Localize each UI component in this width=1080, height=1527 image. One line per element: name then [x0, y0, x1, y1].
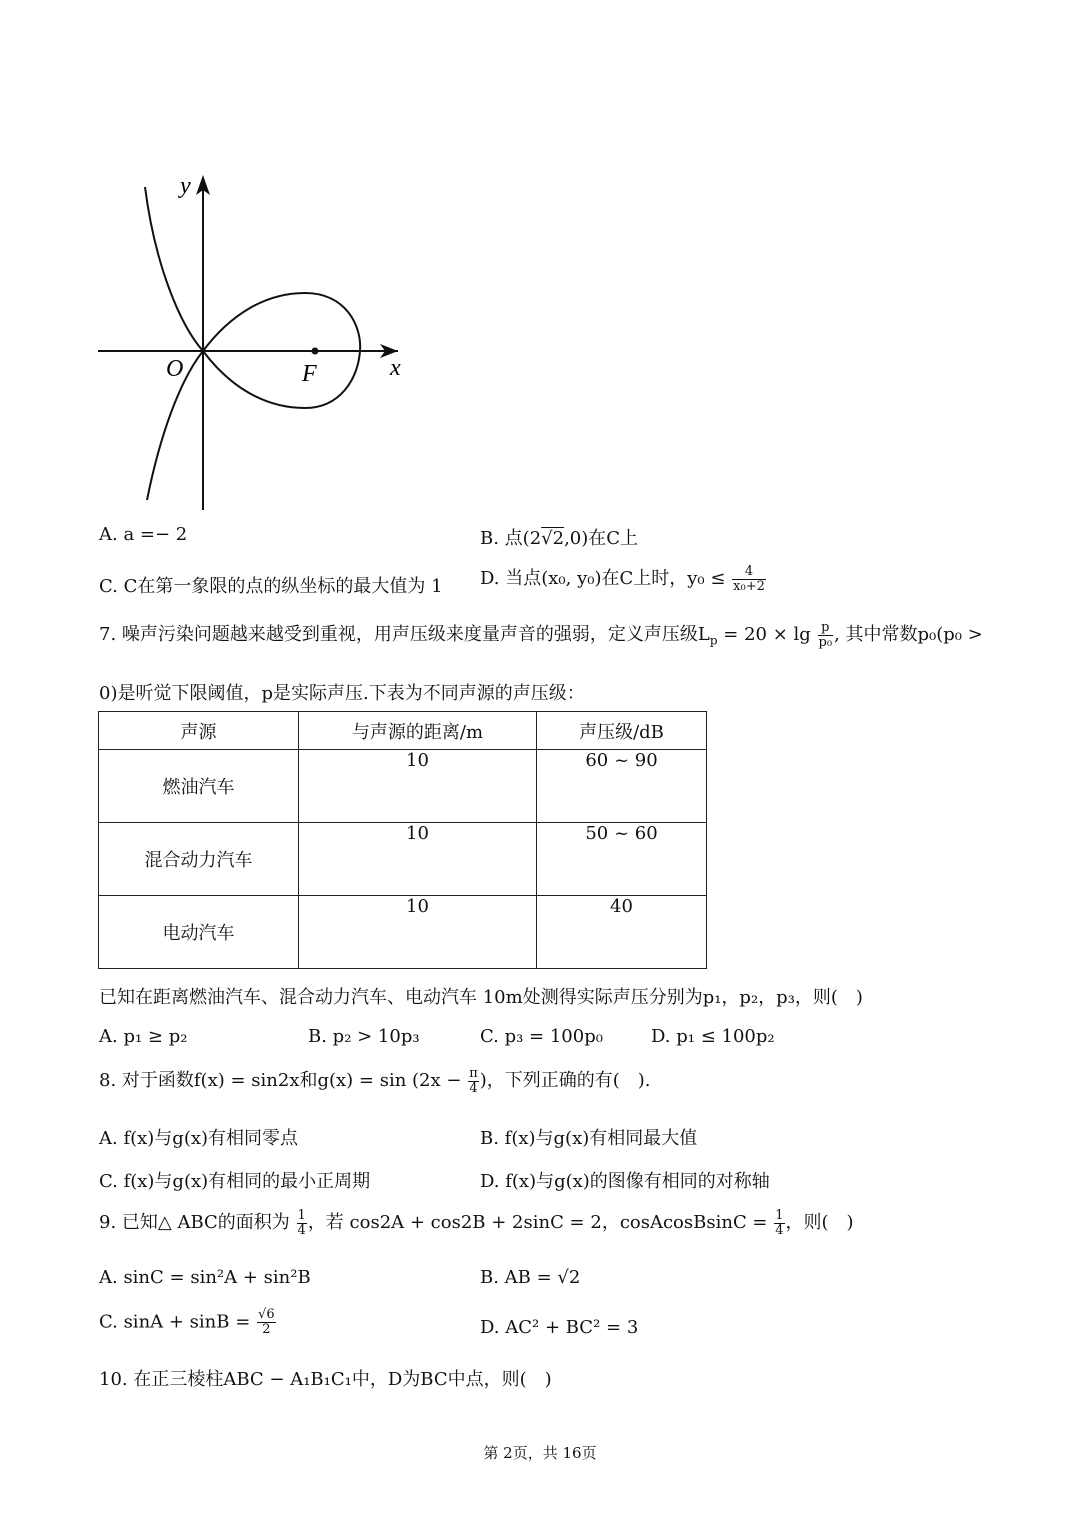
q8-frac-num: π: [469, 1065, 478, 1081]
q6-option-b-pre: B. 点(2: [480, 528, 542, 549]
sound-level-table: [98, 711, 707, 969]
table-header: 声压级/dB: [537, 712, 707, 750]
y-axis-label: y: [180, 173, 191, 199]
q7-stem-line1-sub: p: [709, 633, 718, 648]
q9-frac2: [774, 1209, 784, 1238]
q7-option-c: C. p₃ = 100p₀: [480, 1026, 603, 1047]
q6-option-c: C. C在第一象限的点的纵坐标的最大值为 1: [99, 576, 443, 597]
q9-frac2-num: 1: [775, 1207, 784, 1223]
q6-option-d-frac-num: 4: [732, 565, 766, 580]
table-row: [99, 823, 707, 896]
page-footer: 第 2页，共 16页: [483, 1444, 597, 1462]
q8-option-c: C. f(x)与g(x)有相同的最小正周期: [99, 1171, 371, 1192]
table-cell: 10: [299, 896, 537, 969]
table-cell: 60 ~ 90: [537, 750, 707, 823]
table-header-row: [99, 712, 707, 750]
table-cell: 40: [537, 896, 707, 969]
q6-option-d-pre: D. 当点(x₀, y₀)在C上时，y₀ ≤: [480, 568, 726, 589]
q7-frac-num: p: [818, 621, 834, 636]
q10-stem: 10. 在正三棱柱ABC − A₁B₁C₁中，D为BC中点，则( ): [99, 1369, 552, 1390]
q7-option-b: B. p₂ > 10p₃: [308, 1026, 420, 1047]
origin-label: O: [166, 356, 184, 382]
q7-frac-den: p₀: [818, 634, 833, 650]
table-row: [99, 750, 707, 823]
curve-figure: [90, 165, 420, 515]
q7-stem-line3: 已知在距离燃油汽车、混合动力汽车、电动汽车 10m处测得实际声压分别为p₁，p₂，p₃，则( ): [99, 987, 863, 1008]
q8-option-a: A. f(x)与g(x)有相同零点: [99, 1128, 299, 1149]
q8-stem: [99, 1066, 651, 1096]
q8-stem-post: )，下列正确的有( ).: [479, 1070, 651, 1091]
q9-frac1-den: 4: [297, 1222, 306, 1238]
q9-option-c-frac-num: √6: [258, 1307, 275, 1322]
q8-stem-pre: 8. 对于函数f(x) = sin2x和g(x) = sin (2x −: [99, 1070, 462, 1091]
q6-option-b-post: ,0)在C上: [564, 528, 639, 549]
x-axis-label: x: [390, 355, 401, 381]
q9-stem-mid: ，若 cos2A + cos2B + 2sinC = 2，cosAcosBsinC =: [307, 1212, 768, 1233]
q9-option-c: [99, 1308, 277, 1337]
q7-stem-line1: [99, 620, 983, 650]
q7-option-a: A. p₁ ≥ p₂: [99, 1026, 188, 1047]
q9-option-d: D. AC² + BC² = 3: [480, 1317, 639, 1338]
q9-stem-post: ，则( ): [785, 1212, 854, 1233]
q9-stem: [99, 1208, 854, 1238]
q7-stem-line1-mid: = 20 × lg: [717, 624, 811, 645]
table-header: 与声源的距离/m: [299, 712, 537, 750]
q9-stem-pre: 9. 已知△ ABC的面积为: [99, 1212, 290, 1233]
q8-option-b: B. f(x)与g(x)有相同最大值: [480, 1128, 698, 1149]
table-cell: 10: [299, 823, 537, 896]
q7-stem-line1-pre: 7. 噪声污染问题越来越受到重视，用声压级来度量声音的强弱，定义声压级L: [99, 624, 710, 645]
q6-option-d-frac-den: x₀+2: [733, 578, 765, 594]
table-cell: 电动汽车: [99, 896, 299, 969]
curve-upper-branch: [145, 187, 203, 351]
q9-frac2-den: 4: [775, 1222, 784, 1238]
q6-option-b-root: √2: [541, 528, 565, 549]
q7-stem-line1-post: , 其中常数p₀(p₀ >: [834, 624, 983, 645]
q8-option-d: D. f(x)与g(x)的图像有相同的对称轴: [480, 1171, 770, 1192]
q9-option-c-frac-den: 2: [262, 1322, 271, 1337]
q6-option-d: [480, 564, 767, 594]
q7-option-d: D. p₁ ≤ 100p₂: [651, 1026, 775, 1047]
q6-option-b: [480, 524, 638, 550]
q7-frac: [818, 621, 834, 650]
q7-stem-line2: 0)是听觉下限阈值，p是实际声压.下表为不同声源的声压级：: [99, 683, 585, 704]
table-cell: 10: [299, 750, 537, 823]
table-row: [99, 896, 707, 969]
q8-frac-den: 4: [469, 1080, 478, 1096]
table-cell: 混合动力汽车: [99, 823, 299, 896]
table-header: 声源: [99, 712, 299, 750]
q9-option-b: B. AB = √2: [480, 1267, 581, 1288]
q9-option-a: A. sinC = sin²A + sin²B: [99, 1267, 311, 1288]
q6-option-d-frac: [732, 565, 766, 594]
q9-frac1: [297, 1209, 307, 1238]
q9-option-c-frac: [257, 1308, 276, 1337]
q6-option-a: A. a =− 2: [99, 524, 188, 545]
focus-point: [312, 348, 319, 355]
q8-frac: [468, 1067, 479, 1096]
q9-frac1-num: 1: [297, 1207, 306, 1223]
focus-label: F: [302, 361, 317, 387]
table-cell: 燃油汽车: [99, 750, 299, 823]
table-cell: 50 ~ 60: [537, 823, 707, 896]
q9-option-c-pre: C. sinA + sinB =: [99, 1311, 251, 1333]
